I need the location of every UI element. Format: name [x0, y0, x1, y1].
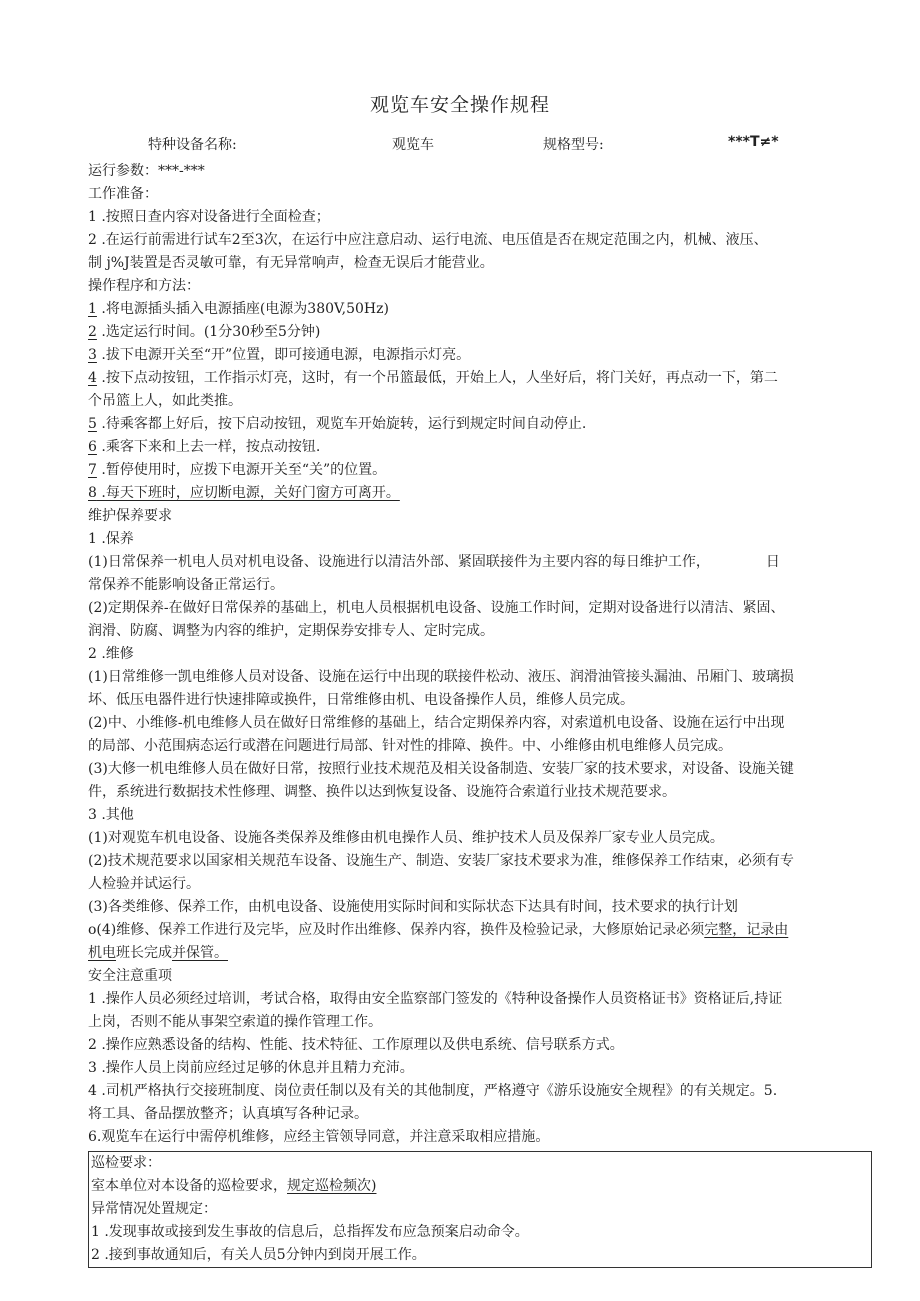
maint-line-text: 班长完成	[116, 945, 172, 961]
ops-heading: 操作程序和方法：	[88, 278, 200, 294]
maint-line: 润滑、防腐、调整为内容的维护，定期保券安排专人、定时完成。	[88, 623, 494, 639]
ops-item	[88, 367, 878, 390]
maint-line: (1)日常维修一凯电维修人员对设备、设施在运行中出现的联接件松动、液压、润滑油管接头漏油、吊厢门、玻璃损	[88, 669, 794, 685]
inspect-line	[91, 1175, 871, 1198]
maint-line: (2)中、小维修-机电维修人员在做好日常维修的基础上，结合定期保养内容，对索道机电设备、设施在运行中出现	[88, 715, 785, 731]
maint-line: (3)大修一机电维修人员在做好日常，按照行业技术规范及相关设备制造、安装厂家的技术要求，对设备、设施关键	[88, 761, 794, 777]
ops-item	[88, 459, 878, 482]
maint-line	[88, 919, 878, 942]
maint-line-text: o(4)维修、保养工作进行及完毕，应及时作出维修、保养内容，换件及检验记录，大修原始记录必须	[88, 922, 705, 938]
prep-heading: 工作准备：	[88, 186, 158, 202]
maint-line: (1)对观览车机电设备、设施各类保养及维修由机电操作人员、维护技术人员及保养厂家专业人员完成。	[88, 830, 724, 846]
maint-sub-heading: 1 .保养	[88, 531, 134, 547]
ops-item-text: .暂停使用时，应拨下电源开关至“关”的位置。	[96, 462, 387, 478]
run-params: 运行参数：***-***	[88, 163, 205, 179]
ops-item-text: .将电源插头插入电源插座(电源为380V,50Hz)	[96, 301, 389, 317]
maint-line	[88, 942, 878, 965]
maint-line: 常保养不能影响设备正常运行。	[88, 577, 284, 593]
maint-line: (2)技术规范要求以国家相关规范车设备、设施生产、制造、安装厂家技术要求为准，维修保养工作结束，必须有专	[88, 853, 794, 869]
maint-sub-heading: 2 .维修	[88, 646, 134, 662]
safety-item: 将工具、备品摆放整齐；认真填写各种记录。	[88, 1106, 368, 1122]
ops-item	[88, 298, 878, 321]
ops-item	[88, 413, 878, 436]
ops-item	[88, 482, 878, 505]
ops-item	[88, 436, 878, 459]
ops-item	[88, 321, 878, 344]
maint-line: (3)各类维修、保养工作，由机电设备、设施使用实际时间和实际状态下达具有时间，技术要求的执行计划	[88, 899, 738, 915]
maint-line-underlined: 完整，记录由	[704, 922, 789, 938]
abnormal-item: 2 .接到事故通知后，有关人员5分钟内到岗开展工作。	[91, 1247, 426, 1263]
maint-line-tail: 日	[765, 554, 780, 570]
abnormal-item: 1 .发现事故或接到发生事故的信息后，总指挥发布应急预案启动命令。	[91, 1224, 529, 1240]
ops-item-number: 2	[88, 324, 97, 340]
ops-item-text: .按下点动按钮，工作指示灯亮，这时，有一个吊篮最低，开始上人，人坐好后，将门关好，再点动一下，第二	[96, 370, 778, 386]
ops-item-number: 7	[88, 462, 97, 478]
ops-item-number: 6	[88, 439, 97, 455]
ops-item-number: 1	[88, 301, 97, 317]
safety-item: 2 .操作应熟悉设备的结构、性能、技术特征、工作原理以及供电系统、信号联系方式。	[88, 1037, 624, 1053]
inspect-heading: 巡检要求：	[91, 1155, 161, 1171]
model-label: 规格型号:	[543, 137, 604, 153]
ops-item-text: .待乘客都上好后，按下启动按钮，观览车开始旋转，运行到规定时间自动停止.	[96, 416, 587, 432]
ops-item-number: 4	[88, 370, 97, 386]
document-body	[88, 160, 878, 1268]
ops-item-text: .乘客下来和上去一样，按点动按钮.	[96, 439, 321, 455]
ops-item-text: .选定运行时间。(1分30秒至5分钟)	[96, 324, 321, 340]
inspect-line-underlined: 规定巡检频次)	[287, 1178, 377, 1194]
maint-line: 坏、低压电器件进行快速排障或换件，日常维修由机、电设备操作人员，维修人员完成。	[88, 692, 634, 708]
safety-item: 6.观览车在运行中需停机维修，应经主管领导同意，并注意采取相应措施。	[88, 1129, 550, 1145]
prep-item: 制 j%J装置是否灵敏可靠，有无异常响声，检查无误后才能营业。	[88, 255, 494, 271]
ops-item-text: .拔下电源开关至“开”位置，即可接通电源，电源指示灯亮。	[96, 347, 471, 363]
safety-item: 上岗，否则不能从事架空索道的操作管理工作。	[88, 1014, 382, 1030]
prep-item: 2 .在运行前需进行试车2至3次，在运行中应注意启动、运行电流、电压值是否在规定范围之内，机械、液压、	[88, 232, 768, 248]
page-title: 观览车安全操作规程	[369, 94, 550, 116]
maint-line: 的局部、小范围病态运行或潜在问题进行局部、针对性的排障、换件。中、小维修由机电维修人员完成。	[88, 738, 732, 754]
ops-item-number: 5	[88, 416, 97, 432]
inspect-line-text: 室本单位对本设备的巡检要求，	[91, 1178, 287, 1194]
maint-line	[88, 551, 878, 574]
ops-item-text: 个吊篮上人，如此类推。	[88, 393, 242, 409]
ops-item-continued	[88, 390, 878, 413]
safety-heading: 安全注意重项	[88, 968, 172, 984]
maint-line-text: (1)日常保养一机电人员对机电设备、设施进行以清洁外部、紧固联接件为主要内容的每日维护工作，	[88, 554, 710, 570]
maint-line-underlined: 机电	[88, 945, 116, 961]
ops-item-text: .每天下班时，应切断电源，关好门窗方可离开。	[96, 485, 400, 501]
model-value: ***T≠*	[728, 134, 779, 150]
maint-line-underlined: 并保管。	[172, 945, 228, 961]
maint-heading: 维护保养要求	[88, 508, 172, 524]
equipment-name-label: 特种设备名称:	[148, 137, 237, 153]
maint-line: 件，系统进行数据技术性修理、调整、换件以达到恢复设备、设施符合索道行业技术规范要求。	[88, 784, 676, 800]
safety-item: 1 .操作人员必须经过培训，考试合格，取得由安全监察部门签发的《特种设备操作人员资格证书》资格证后,持证	[88, 991, 783, 1007]
ops-item-number: 3	[88, 347, 97, 363]
ops-item-number: 8	[88, 485, 97, 501]
maint-line: 人检验并试运行。	[88, 876, 200, 892]
abnormal-heading: 异常情况处置规定：	[91, 1201, 217, 1217]
maint-line: (2)定期保养-在做好日常保养的基础上，机电人员根据机电设备、设施工作时间，定期对设备进行以清洁、紧固、	[88, 600, 785, 616]
safety-item: 4 .司机严格执行交接班制度、岗位责任制以及有关的其他制度，严格遵守《游乐设施安全规程》的有关规定。5.	[88, 1083, 778, 1099]
safety-item: 3 .操作人员上岗前应经过足够的休息并且精力充沛。	[88, 1060, 414, 1076]
maint-sub-heading: 3 .其他	[88, 807, 134, 823]
ops-item	[88, 344, 878, 367]
prep-item: 1 .按照日查内容对设备进行全面检查；	[88, 209, 330, 225]
inspection-box	[88, 1151, 872, 1268]
equipment-name-value: 观览车	[392, 137, 434, 153]
